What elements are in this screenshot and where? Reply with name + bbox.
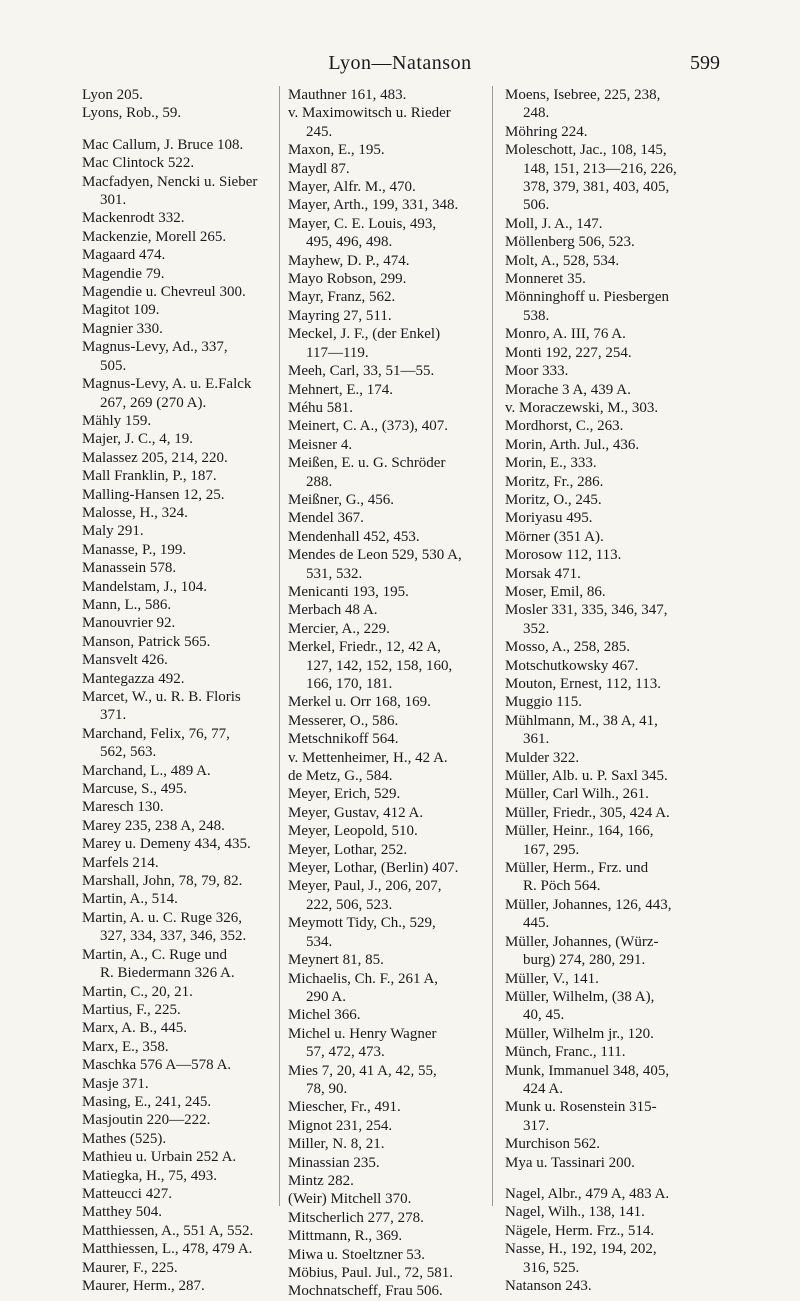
index-entry: Meisner 4. [288, 436, 353, 453]
index-entry: Mulder 322. [505, 749, 580, 766]
index-entry: Münch, Franc., 111. [505, 1044, 626, 1061]
index-entry: Meeh, Carl, 33, 51—55. [288, 363, 435, 380]
index-entry-continuation: 534. [306, 933, 333, 950]
index-entry: Magendie 79. [82, 265, 165, 282]
index-entry: Marx, E., 358. [82, 1038, 169, 1055]
index-entry: v. Mettenheimer, H., 42 A. [288, 749, 448, 766]
index-entry: Mosler 331, 335, 346, 347, [505, 602, 668, 619]
index-entry: Magendie u. Chevreul 300. [82, 284, 246, 301]
index-entry: Murchison 562. [505, 1136, 600, 1153]
index-entry: Méhu 581. [288, 399, 353, 416]
index-entry: v. Maximowitsch u. Rieder [288, 105, 451, 122]
index-entry-continuation: R. Pöch 564. [523, 878, 601, 895]
index-entry: Möbius, Paul. Jul., 72, 581. [288, 1265, 454, 1281]
index-entry: Mouton, Ernest, 112, 113. [505, 676, 661, 692]
index-entry: Meyer, Erich, 529. [288, 786, 401, 803]
index-entry: Meyer, Paul, J., 206, 207, [288, 878, 442, 895]
index-entry: Mercier, A., 229. [288, 620, 390, 637]
index-entry: Metschnikoff 564. [288, 731, 399, 748]
index-entry: Mayer, Arth., 199, 331, 348. [288, 197, 459, 214]
index-entry: Müller, Wilhelm, (38 A), [505, 988, 655, 1005]
index-entry: Martin, C., 20, 21. [82, 983, 193, 1000]
index-entry: Meyer, Lothar, (Berlin) 407. [288, 860, 459, 877]
index-entry: Meinert, C. A., (373), 407. [288, 418, 448, 435]
index-entry: Matteucci 427. [82, 1185, 172, 1202]
index-entry: Mantegazza 492. [82, 670, 185, 687]
index-entry-continuation: 301. [100, 192, 127, 209]
index-entry: Menicanti 193, 195. [288, 583, 409, 600]
index-entry: Nagel, Albr., 479 A, 483 A. [505, 1185, 670, 1202]
index-entry: Matthiessen, A., 551 A, 552. [82, 1222, 254, 1239]
index-entry: Marx, A. B., 445. [82, 1020, 187, 1037]
index-entry: Möllenberg 506, 523. [505, 234, 635, 251]
index-entry: Mya u. Tassinari 200. [505, 1154, 635, 1171]
index-entry-continuation: 506. [523, 197, 550, 214]
index-entry: Mayr, Franz, 562. [288, 289, 396, 306]
index-entry: Müller, Friedr., 305, 424 A. [505, 804, 670, 821]
index-entry: Moor 333. [505, 363, 569, 380]
index-entry: Mönninghoff u. Piesbergen [505, 289, 670, 306]
index-entry: Müller, Wilhelm jr., 120. [505, 1025, 654, 1042]
index-entry: Müller, Carl Wilh., 261. [505, 786, 649, 803]
index-entry: Morsak 471. [505, 565, 581, 582]
index-entry: Mochnatscheff, Frau 506. [288, 1283, 443, 1300]
index-entry: Müller, V., 141. [505, 970, 599, 987]
index-entry: Moll, J. A., 147. [505, 215, 603, 232]
index-entry: Mies 7, 20, 41 A, 42, 55, [288, 1062, 437, 1079]
index-entry: Matthey 504. [82, 1204, 162, 1221]
index-entry-continuation: 562, 563. [100, 744, 157, 761]
index-entry: Marchand, Felix, 76, 77, [82, 725, 230, 742]
index-entry-continuation: 531, 532. [306, 565, 363, 582]
index-entry-continuation: 117—119. [306, 344, 369, 361]
index-entry: Nagel, Wilh., 138, 141. [505, 1204, 645, 1221]
index-entry: Merkel u. Orr 168, 169. [288, 694, 431, 711]
index-entry: Magnier 330. [82, 320, 163, 337]
index-entry: v. Moraczewski, M., 303. [505, 399, 659, 416]
index-entry: Maxon, E., 195. [288, 142, 385, 159]
index-entry: Moriyasu 495. [505, 510, 593, 527]
index-entry: Mendenhall 452, 453. [288, 528, 420, 545]
index-entry: Masing, E., 241, 245. [82, 1093, 212, 1110]
index-entry: Martin, A., C. Ruge und [82, 946, 227, 963]
index-entry: Monro, A. III, 76 A. [505, 326, 626, 343]
index-entry: Lyon 205. [82, 87, 143, 103]
index-entry: Magaard 474. [82, 247, 166, 264]
index-entry: Mackenzie, Morell 265. [82, 228, 227, 245]
index-entry: Morin, E., 333. [505, 455, 597, 472]
index-entry-continuation: 222, 506, 523. [306, 896, 393, 913]
index-entry: Muggio 115. [505, 694, 582, 711]
index-entry-continuation: 445. [523, 915, 550, 932]
index-entry: Masjoutin 220—222. [82, 1112, 211, 1129]
index-entry-continuation: 495, 496, 498. [306, 234, 393, 251]
index-entry: Mathieu u. Urbain 252 A. [82, 1149, 237, 1166]
index-entry: Nägele, Herm. Frz., 514. [505, 1222, 655, 1239]
index-entry: Mansvelt 426. [82, 652, 168, 669]
index-entry: Mandelstam, J., 104. [82, 578, 207, 595]
index-entry-continuation: 505. [100, 357, 127, 374]
index-entry: Mann, L., 586. [82, 596, 172, 613]
index-entry-continuation: 127, 142, 152, 158, 160, [306, 657, 453, 674]
index-entry: Magnus-Levy, A. u. E.Falck [82, 376, 252, 393]
index-entry: Müller, Johannes, 126, 443, [505, 896, 672, 913]
index-entry: Marcet, W., u. R. B. Floris [82, 689, 241, 705]
index-entry: Müller, Johannes, (Würz- [505, 933, 659, 950]
letter-group-gap [505, 1172, 715, 1185]
index-entry: Marchand, L., 489 A. [82, 762, 211, 779]
index-entry-continuation: 290 A. [306, 988, 347, 1005]
index-entry: Manasse, P., 199. [82, 541, 187, 558]
index-entry: Marcuse, S., 495. [82, 781, 187, 798]
index-entry-continuation: R. Biedermann 326 A. [100, 965, 235, 982]
index-entry: Mayring 27, 511. [288, 307, 392, 324]
index-entry: Martius, F., 225. [82, 1001, 181, 1018]
index-entry: Merbach 48 A. [288, 602, 378, 619]
index-entry: Mähly 159. [82, 412, 152, 429]
index-entry: Molt, A., 528, 534. [505, 252, 620, 269]
letter-group-gap [82, 123, 282, 136]
index-entry-continuation: 424 A. [523, 1080, 564, 1097]
index-entry: Mendel 367. [288, 510, 364, 527]
index-entry: de Metz, G., 584. [288, 768, 393, 785]
index-entry: Monti 192, 227, 254. [505, 344, 632, 361]
index-entry: Morin, Arth. Jul., 436. [505, 436, 640, 453]
index-entry-continuation: 538. [523, 307, 550, 324]
index-entry: Munk, Immanuel 348, 405, [505, 1062, 670, 1079]
index-entry-continuation: 40, 45. [523, 1007, 565, 1024]
index-entry: Magitot 109. [82, 302, 160, 319]
index-entry: Mall Franklin, P., 187. [82, 468, 217, 485]
index-entry-continuation: 327, 334, 337, 346, 352. [100, 928, 247, 945]
index-entry: Michel u. Henry Wagner [288, 1025, 437, 1042]
index-entry: Magnus-Levy, Ad., 337, [82, 339, 228, 356]
index-entry-continuation: 248. [523, 105, 550, 122]
index-entry: Mayhew, D. P., 474. [288, 252, 410, 269]
index-entry: Malosse, H., 324. [82, 504, 188, 521]
index-entry: Mitscherlich 277, 278. [288, 1209, 424, 1226]
index-entry-continuation: 288. [306, 473, 333, 490]
index-entry: Marey 235, 238 A, 248. [82, 817, 225, 834]
index-entry: Mignot 231, 254. [288, 1117, 393, 1134]
index-entry: Mathes (525). [82, 1130, 167, 1147]
index-entry: Natanson 243. [505, 1278, 592, 1294]
index-entry: Mintz 282. [288, 1172, 354, 1189]
index-entry: Meckel, J. F., (der Enkel) [288, 326, 441, 343]
index-columns [0, 86, 800, 1300]
index-entry-continuation: 371. [100, 707, 127, 724]
index-entry: Lyons, Rob., 59. [82, 105, 182, 122]
index-entry: Minassian 235. [288, 1154, 380, 1171]
index-entry: Moser, Emil, 86. [505, 583, 606, 600]
index-entry: Meymott Tidy, Ch., 529, [288, 915, 436, 932]
index-entry: Mühlmann, M., 38 A, 41, [505, 712, 658, 729]
index-entry: Macfadyen, Nencki u. Sieber [82, 173, 258, 190]
index-entry: Meißner, G., 456. [288, 491, 395, 508]
index-entry: Meyer, Gustav, 412 A. [288, 804, 424, 821]
index-entry: Mittmann, R., 369. [288, 1228, 403, 1245]
index-entry: Meyer, Leopold, 510. [288, 823, 418, 840]
index-entry: Müller, Alb. u. P. Saxl 345. [505, 768, 668, 785]
index-entry: Monneret 35. [505, 271, 586, 288]
index-entry: Meißen, E. u. G. Schröder [288, 455, 446, 472]
index-entry: Moritz, O., 245. [505, 491, 602, 508]
running-title: Lyon—Natanson [328, 52, 472, 74]
index-entry: Müller, Heinr., 164, 166, [505, 823, 654, 840]
index-entry: Martin, A., 514. [82, 891, 178, 908]
index-entry: Mendes de Leon 529, 530 A, [288, 547, 462, 564]
index-entry: Mayer, Alfr. M., 470. [288, 179, 416, 196]
index-entry: Maydl 87. [288, 160, 350, 177]
index-entry: Mauthner 161, 483. [288, 87, 407, 103]
index-entry: Möhring 224. [505, 123, 588, 140]
index-entry: Maly 291. [82, 523, 144, 540]
index-entry: Mosso, A., 258, 285. [505, 639, 631, 656]
index-entry: Moritz, Fr., 286. [505, 473, 604, 490]
index-entry: Matthiessen, L., 478, 479 A. [82, 1241, 253, 1258]
index-entry-continuation: 245. [306, 123, 333, 140]
index-entry: Manassein 578. [82, 560, 177, 577]
index-entry-continuation: 166, 170, 181. [306, 676, 393, 692]
index-entry: Manson, Patrick 565. [82, 633, 211, 650]
index-entry: Manouvrier 92. [82, 615, 176, 632]
index-entry: (Weir) Mitchell 370. [288, 1191, 412, 1208]
index-entry: Miescher, Fr., 491. [288, 1099, 401, 1116]
index-entry: Martin, A. u. C. Ruge 326, [82, 909, 242, 926]
index-entry: Masje 371. [82, 1075, 149, 1092]
index-entry: Munk u. Rosenstein 315- [505, 1099, 657, 1116]
index-entry: Nasse, H., 192, 194, 202, [505, 1241, 657, 1258]
index-column-2 [288, 86, 488, 1301]
index-entry: Moleschott, Jac., 108, 145, [505, 142, 667, 159]
index-entry: Mörner (351 A). [505, 528, 604, 545]
index-entry-continuation: 167, 295. [523, 841, 580, 858]
index-entry-continuation: 316, 525. [523, 1259, 580, 1276]
index-entry: Marey u. Demeny 434, 435. [82, 836, 251, 853]
index-entry: Moens, Isebree, 225, 238, [505, 87, 661, 103]
index-entry: Majer, J. C., 4, 19. [82, 431, 194, 448]
index-entry-continuation: 352. [523, 620, 550, 637]
index-entry: Michel 366. [288, 1007, 361, 1024]
index-entry: Merkel, Friedr., 12, 42 A, [288, 639, 441, 656]
index-entry: Matiegka, H., 75, 493. [82, 1167, 217, 1184]
page-number: 599 [690, 52, 720, 74]
index-column-1 [82, 86, 282, 1295]
index-entry-continuation: burg) 274, 280, 291. [523, 952, 646, 969]
index-entry: Motschutkowsky 467. [505, 657, 639, 674]
index-entry-continuation: 267, 269 (270 A). [100, 394, 207, 411]
index-entry: Morosow 112, 113. [505, 547, 622, 564]
index-entry: Mac Clintock 522. [82, 155, 195, 172]
index-entry-continuation: 57, 472, 473. [306, 1044, 385, 1061]
index-entry: Müller, Herm., Frz. und [505, 860, 649, 877]
index-entry: Marshall, John, 78, 79, 82. [82, 873, 243, 890]
index-entry-continuation: 378, 379, 381, 403, 405, [523, 179, 670, 196]
index-entry: Maurer, Herm., 287. [82, 1278, 205, 1294]
index-entry: Mackenrodt 332. [82, 210, 185, 227]
index-entry: Meynert 81, 85. [288, 952, 384, 969]
index-entry: Maurer, F., 225. [82, 1259, 178, 1276]
index-entry: Meyer, Lothar, 252. [288, 841, 408, 858]
index-entry: Mac Callum, J. Bruce 108. [82, 136, 244, 153]
index-entry: Malling-Hansen 12, 25. [82, 486, 225, 503]
index-entry-continuation: 78, 90. [306, 1080, 348, 1097]
index-column-3 [505, 86, 715, 1295]
index-entry: Miwa u. Stoeltzner 53. [288, 1246, 426, 1263]
page-header [0, 52, 800, 82]
index-entry: Miller, N. 8, 21. [288, 1136, 385, 1153]
index-entry-continuation: 148, 151, 213—216, 226, [523, 160, 677, 177]
index-entry: Maschka 576 A—578 A. [82, 1057, 232, 1074]
index-entry: Michaelis, Ch. F., 261 A, [288, 970, 439, 987]
index-entry-continuation: 317. [523, 1117, 550, 1134]
index-entry: Morache 3 A, 439 A. [505, 381, 631, 398]
index-entry: Mayo Robson, 299. [288, 271, 407, 288]
index-entry: Marfels 214. [82, 854, 159, 871]
index-entry: Mayer, C. E. Louis, 493, [288, 215, 437, 232]
index-entry: Mehnert, E., 174. [288, 381, 393, 398]
index-entry-continuation: 361. [523, 731, 550, 748]
index-entry: Malassez 205, 214, 220. [82, 449, 228, 466]
index-entry: Messerer, O., 586. [288, 712, 399, 729]
index-entry: Mordhorst, C., 263. [505, 418, 624, 435]
index-entry: Maresch 130. [82, 799, 164, 816]
